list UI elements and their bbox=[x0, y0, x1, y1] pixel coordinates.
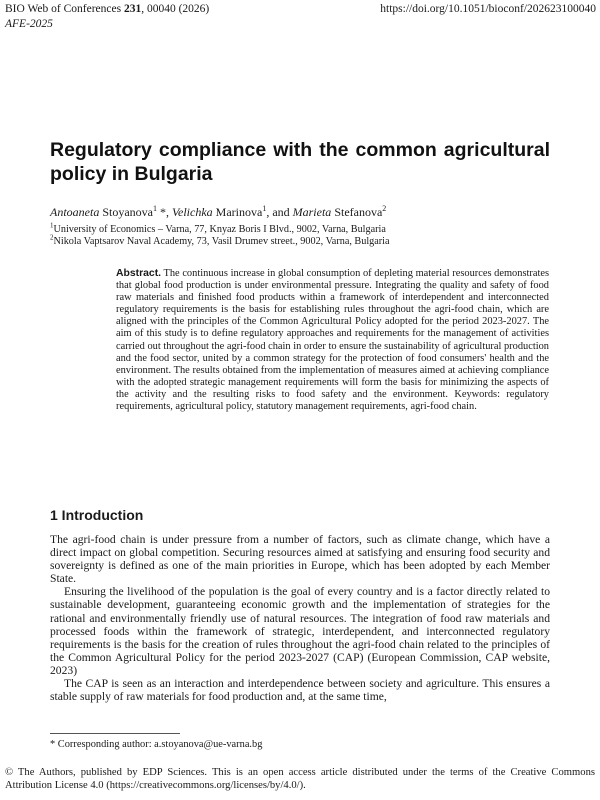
author-1-given-name: Antoaneta bbox=[50, 205, 100, 219]
affiliation-1-text: University of Economics – Varna, 77, Knyaz Boris I Blvd., 9002, Varna, Bulgaria bbox=[53, 224, 386, 235]
affiliation-1 bbox=[50, 221, 386, 236]
abstract bbox=[116, 268, 549, 413]
section-heading-introduction: 1 Introduction bbox=[50, 507, 144, 523]
author-2-family-name: Marinova bbox=[212, 205, 263, 219]
affiliation-2-text: Nikola Vaptsarov Naval Academy, 73, Vasil Drumev street., 9002, Varna, Bulgaria bbox=[53, 236, 390, 247]
footnote-divider bbox=[50, 733, 180, 734]
article-number-year: , 00040 (2026) bbox=[141, 3, 210, 15]
abstract-text: The continuous increase in global consumption of depleting material resources demonstrates that global food production is under environmental pressure. Integrating the quality and safety of food raw materials and finished food products within a framework of interdependent and interconnected regulatory requirements is the basis for establishing rules throughout the agri-food chain, which are aligned with the principles of the Common Agricultural Policy adopted for the period 2023-2027. The aim of this study is to define regulatory approaches and requirements for the management of activities carried out throughout the agri-food chain in order to ensure the sustainability of agricultural production and the food sector, united by a common strategy for the protection of food consumers' health and the environment. The results obtained from the implementation of measures aimed at achieving compliance with the adopted strategic management requirements will form the basis for minimizing the aspects of the activity and the resulting risks to food safety and the environment. Keywords: regulatory requirements, agricultural policy, statutory management requirements, agri-food chain. bbox=[116, 268, 549, 413]
conference-name: AFE-2025 bbox=[5, 18, 53, 30]
author-line bbox=[50, 205, 386, 220]
author-3-affiliation-mark: 2 bbox=[382, 204, 387, 213]
corresponding-author-footnote: * Corresponding author: a.stoyanova@ue-varna.bg bbox=[50, 739, 263, 750]
introduction-body bbox=[50, 533, 550, 703]
author-2-affiliation-mark: 1 bbox=[262, 204, 267, 213]
author-3-given-name: Marieta bbox=[292, 205, 332, 219]
paragraph-2: Ensuring the livelihood of the population is the goal of every country and is a factor directly related to sustainable development, guaranteeing economic growth and the implementation of strategies for the rational and environmentally friendly use of natural resources. The integration of food raw materials and processed foods within the framework of strategic, interdependent, and interconnected regulatory requirements is the basis for the creation of rules throughout the agri-food chain related to the principles of the Common Agricultural Policy for the period 2023-2027 (CAP) (European Commission, CAP website, 2023) bbox=[50, 585, 550, 677]
author-2-given-name: Velichka bbox=[172, 205, 213, 219]
paper-title: Regulatory compliance with the common agricultural policy in Bulgaria bbox=[50, 139, 550, 185]
journal-name: BIO Web of Conferences bbox=[5, 3, 122, 15]
affiliation-2-mark: 2 bbox=[50, 233, 54, 242]
running-header-left bbox=[5, 2, 209, 32]
author-3-family-name: Stefanova bbox=[331, 205, 383, 219]
author-1-affiliation-mark: 1 bbox=[153, 204, 157, 213]
corresponding-author-mark: *, bbox=[157, 205, 172, 219]
author-separator: , and bbox=[266, 205, 293, 219]
abstract-label: Abstract. bbox=[116, 268, 162, 279]
author-1-family-name: Stoyanova bbox=[99, 205, 153, 219]
paragraph-3: The CAP is seen as an interaction and interdependence between society and agriculture. This ensures a stable supply of raw materials for food production and, at the same time, bbox=[50, 677, 550, 704]
journal-citation bbox=[5, 2, 209, 17]
affiliation-2 bbox=[50, 233, 390, 248]
doi-link[interactable]: https://doi.org/10.1051/bioconf/202623100040 bbox=[380, 3, 596, 15]
license-notice: © The Authors, published by EDP Sciences. This is an open access article distributed under the terms of the Creative Commons Attribution License 4.0 (https://creativecommons.org/licenses/by/4.0/). bbox=[5, 767, 595, 791]
paragraph-1: The agri-food chain is under pressure from a number of factors, such as climate change, which have a direct impact on global competition. Securing resources aimed at satisfying and ensuring food security and sovereignty is defined as one of the main priorities in Europe, which has been adopted by each Member State. bbox=[50, 533, 550, 586]
affiliation-1-mark: 1 bbox=[50, 221, 54, 230]
journal-issue: 231 bbox=[123, 3, 142, 15]
